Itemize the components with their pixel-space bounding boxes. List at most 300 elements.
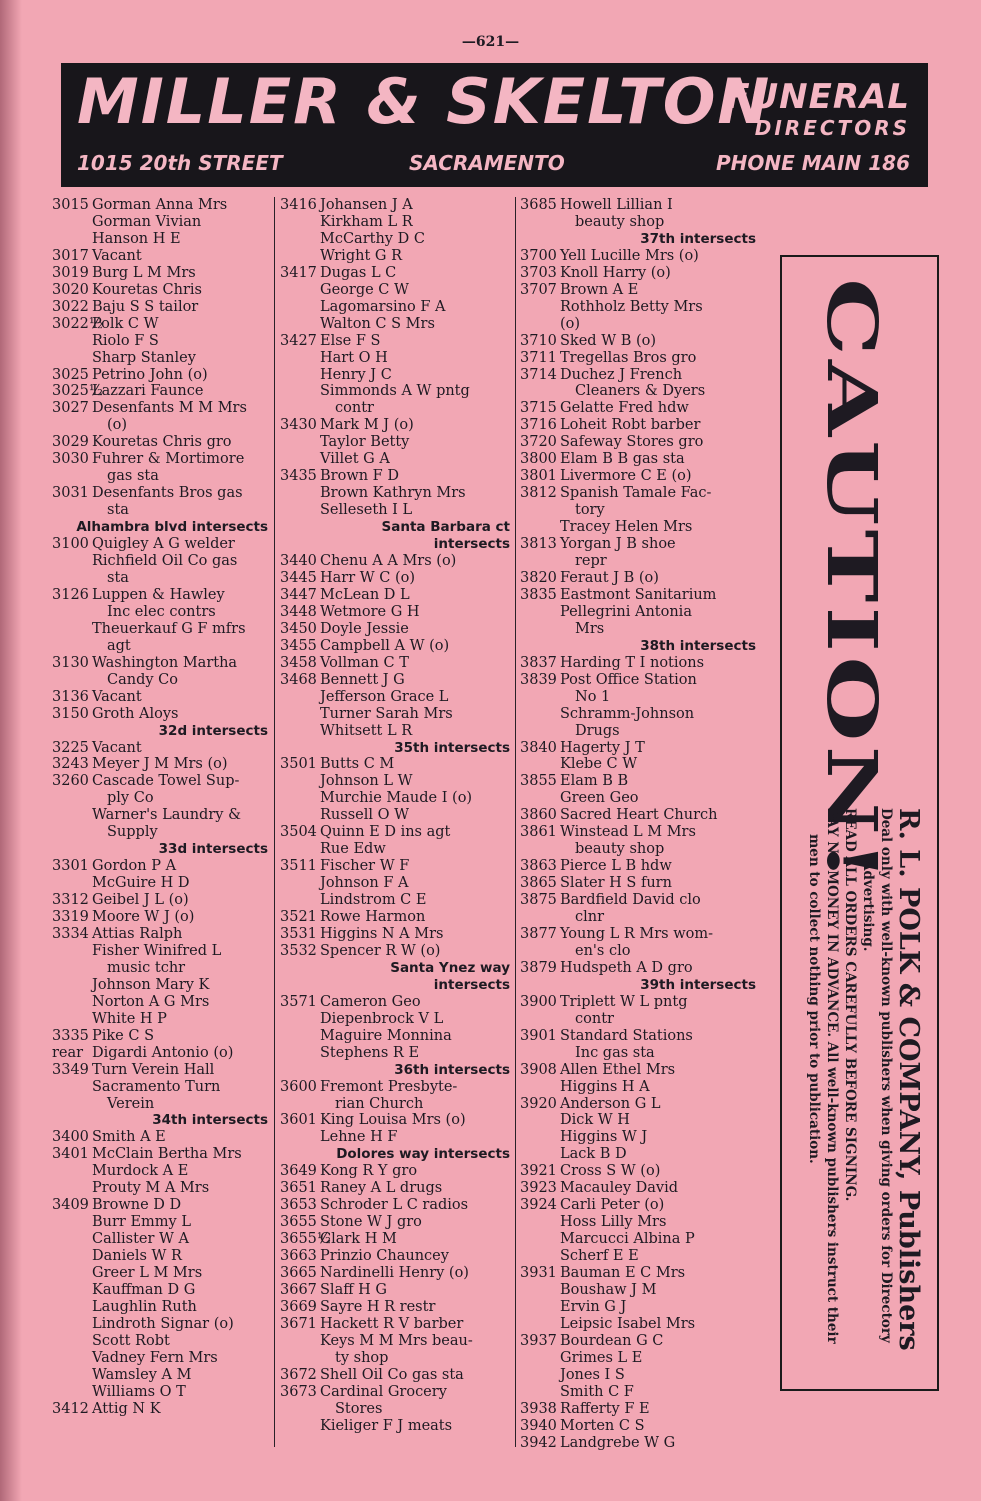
resident-name: Williams O T (92, 1383, 186, 1400)
directory-entry (280, 299, 512, 316)
directory-entry (520, 824, 758, 841)
street-number: 3900 (520, 993, 557, 1010)
street-number: 3938 (520, 1400, 557, 1417)
directory-entry (280, 1112, 512, 1129)
resident-name: Lack B D (560, 1146, 627, 1163)
directory-entry (280, 468, 512, 485)
resident-name: Sacramento Turn (92, 1078, 221, 1095)
street-number (280, 1350, 320, 1367)
directory-entry (52, 977, 270, 994)
intersection-heading: 38th intersects (640, 637, 756, 654)
directory-entry (280, 875, 512, 892)
directory-column-2 (280, 197, 512, 1435)
directory-entry (280, 706, 512, 723)
caution-line-2: Advertising. (859, 860, 876, 952)
resident-name: Scherf E E (560, 1248, 639, 1265)
street-number (52, 214, 92, 231)
resident-name: Johnson Mary K (92, 976, 210, 993)
directory-entry (520, 1248, 758, 1265)
directory-entry (520, 1265, 758, 1282)
street-number (280, 400, 320, 417)
directory-entry (520, 926, 758, 943)
street-number: 3319 (52, 909, 89, 926)
resident-name: Dugas L C (320, 264, 397, 281)
resident-name: White H P (92, 1010, 167, 1027)
directory-entry (52, 400, 270, 417)
street-number (52, 1163, 92, 1180)
resident-name: Sked W B (o) (560, 332, 657, 349)
resident-name: King Louisa Mrs (o) (320, 1112, 466, 1129)
resident-name: Schramm-Johnson (560, 705, 695, 722)
street-number: 3017 (52, 247, 89, 264)
resident-name: Wright G R (320, 247, 402, 264)
directory-entry (52, 1367, 270, 1384)
street-number (520, 723, 560, 740)
street-number: 3860 (520, 807, 557, 824)
street-number: 3672 (280, 1366, 317, 1383)
resident-name: Pellegrini Antonia (560, 603, 692, 620)
directory-entry (280, 1231, 512, 1248)
resident-name: Vacant (92, 247, 142, 264)
resident-name: Murdock A E (92, 1163, 189, 1180)
resident-name: clnr (575, 909, 605, 926)
intersection-heading: 36th intersects (394, 1061, 510, 1078)
resident-name: McLean D L (320, 586, 410, 603)
directory-entry (52, 807, 270, 824)
directory-entry (280, 553, 512, 570)
street-number: 3019 (52, 264, 89, 281)
street-number (52, 1214, 92, 1231)
directory-entry (52, 434, 270, 451)
resident-name: Inc gas sta (575, 1044, 655, 1061)
directory-entry (52, 1265, 270, 1282)
resident-name: Shell Oil Co gas sta (320, 1366, 464, 1383)
directory-entry (520, 1079, 758, 1096)
street-number (280, 1045, 320, 1062)
street-number: 3412 (52, 1400, 89, 1417)
resident-name: Loheit Robt barber (560, 417, 701, 434)
street-number (280, 689, 320, 706)
street-number: 3409 (52, 1197, 89, 1214)
resident-name: McGuire H D (92, 875, 190, 892)
street-number: 3923 (520, 1180, 557, 1197)
directory-entry (280, 333, 512, 350)
directory-entry (520, 1146, 758, 1163)
street-number (52, 502, 92, 519)
resident-name: Wamsley A M (92, 1366, 192, 1383)
resident-name: Quigley A G welder (92, 536, 235, 553)
resident-name: Smith A E (92, 1129, 166, 1146)
directory-entry (520, 1282, 758, 1299)
column-divider (274, 197, 275, 1447)
resident-name: Laughlin Ruth (92, 1298, 197, 1315)
resident-name: Landgrebe W G (560, 1434, 676, 1451)
street-number (520, 689, 560, 706)
resident-name: Stone W J gro (320, 1214, 422, 1231)
resident-name: Bennett J G (320, 671, 405, 688)
directory-entry (520, 451, 758, 468)
resident-name: Elam B B gas sta (560, 451, 685, 468)
directory-entry (520, 1401, 758, 1418)
directory-entry (520, 960, 758, 977)
resident-name: Sacred Heart Church (560, 807, 718, 824)
street-number: 3673 (280, 1383, 317, 1400)
street-number: 3435 (280, 468, 317, 485)
directory-entry (520, 367, 758, 384)
directory-entry (280, 1214, 512, 1231)
directory-entry (520, 1011, 758, 1028)
directory-entry (280, 451, 512, 468)
resident-name: Hackett R V barber (320, 1315, 464, 1332)
resident-name: music tchr (107, 959, 186, 976)
street-number: 3855 (520, 773, 557, 790)
directory-entry (52, 858, 270, 875)
street-number: 3511 (280, 858, 317, 875)
resident-name: McCarthy D C (320, 230, 425, 247)
street-number (520, 756, 560, 773)
directory-entry (52, 197, 270, 214)
directory-entry (52, 1011, 270, 1028)
street-number (280, 383, 320, 400)
intersection-heading: Dolores way intersects (336, 1146, 510, 1163)
directory-entry (520, 740, 758, 757)
street-number: 3663 (280, 1248, 317, 1265)
street-number (280, 1418, 320, 1435)
resident-name: Else F S (320, 332, 381, 349)
resident-name: Raney A L drugs (320, 1180, 443, 1197)
street-number (520, 1146, 560, 1163)
street-number: 3458 (280, 654, 317, 671)
street-number (52, 468, 92, 485)
directory-entry (520, 214, 758, 231)
resident-name: Polk C W (92, 315, 159, 332)
directory-entry (52, 383, 270, 400)
resident-name: Kieliger F J meats (320, 1417, 453, 1434)
directory-entry (52, 248, 270, 265)
street-number (520, 316, 560, 333)
resident-name: Clark H M (320, 1231, 397, 1248)
resident-name: Attig N K (92, 1400, 161, 1417)
resident-name: Cleaners & Dyers (575, 383, 706, 400)
directory-entry (280, 926, 512, 943)
directory-entry (520, 400, 758, 417)
column-divider (515, 197, 516, 1447)
directory-entry (52, 1146, 270, 1163)
street-number (52, 1011, 92, 1028)
resident-name: Wetmore G H (320, 603, 420, 620)
intersection-heading: 35th intersects (394, 739, 510, 756)
directory-entry (280, 672, 512, 689)
street-number (280, 367, 320, 384)
directory-entry (280, 994, 512, 1011)
directory-entry (520, 892, 758, 909)
banner-company-name: MILLER & SKELTON (77, 65, 772, 138)
street-number (520, 1045, 560, 1062)
banner-funeral: FUNERAL (726, 77, 910, 117)
street-number (520, 214, 560, 231)
resident-name: Candy Co (107, 671, 178, 688)
resident-name: Knoll Harry (o) (560, 264, 671, 281)
resident-name: Slater H S furn (560, 875, 672, 892)
street-number: 3100 (52, 536, 89, 553)
street-number (520, 841, 560, 858)
directory-entry (520, 994, 758, 1011)
resident-name: Johansen J A (320, 197, 413, 213)
directory-entry (520, 587, 758, 604)
street-number (52, 1265, 92, 1282)
street-number (52, 1248, 92, 1265)
intersection-heading: 33d intersects (158, 841, 268, 858)
resident-name: Jefferson Grace L (320, 688, 449, 705)
resident-name: Higgins H A (560, 1078, 650, 1095)
directory-entry (280, 1367, 512, 1384)
street-number: 3504 (280, 824, 317, 841)
directory-entry (520, 502, 758, 519)
street-number: 3669 (280, 1298, 317, 1315)
street-number: 3417 (280, 264, 317, 281)
resident-name: Gorman Vivian (92, 213, 202, 230)
directory-entry (280, 434, 512, 451)
resident-name: Henry J C (320, 366, 392, 383)
directory-entry (280, 892, 512, 909)
directory-entry (280, 621, 512, 638)
directory-entry (520, 1214, 758, 1231)
resident-name: Spanish Tamale Fac- (560, 485, 712, 502)
street-number: 3243 (52, 756, 89, 773)
street-number (280, 1096, 320, 1113)
resident-name: sta (107, 502, 129, 519)
resident-name: Standard Stations (560, 1027, 693, 1044)
street-number: 3030 (52, 451, 89, 468)
directory-entry (280, 1316, 512, 1333)
resident-name: contr (335, 400, 374, 417)
street-number: 3840 (520, 739, 557, 756)
resident-name: Kouretas Chris gro (92, 434, 232, 451)
resident-name: Verein (107, 1095, 155, 1112)
street-number: 3863 (520, 858, 557, 875)
resident-name: Nardinelli Henry (o) (320, 1265, 469, 1282)
street-number: 3427 (280, 332, 317, 349)
directory-entry (520, 417, 758, 434)
street-number: 3031 (52, 485, 89, 502)
page-number: —621— (461, 34, 520, 50)
street-number (52, 1299, 92, 1316)
directory-entry (280, 1299, 512, 1316)
street-number (280, 875, 320, 892)
resident-name: Scott Robt (92, 1332, 170, 1349)
directory-entry (52, 1197, 270, 1214)
street-number: 3455 (280, 637, 317, 654)
resident-name: Higgins W J (560, 1129, 648, 1146)
street-number: 3707 (520, 281, 557, 298)
resident-name: Ervin G J (560, 1298, 627, 1315)
directory-entry (280, 756, 512, 773)
resident-name: Maguire Monnina (320, 1027, 452, 1044)
resident-name: Callister W A (92, 1231, 190, 1248)
street-number: 3020 (52, 281, 89, 298)
resident-name: Macauley David (560, 1180, 678, 1197)
directory-entry (280, 909, 512, 926)
directory-entry (280, 790, 512, 807)
directory-entry (520, 943, 758, 960)
directory-entry (52, 350, 270, 367)
street-number (280, 841, 320, 858)
resident-name: Brown Kathryn Mrs (320, 485, 466, 502)
directory-entry (520, 265, 758, 282)
resident-name: Johnson F A (320, 875, 409, 892)
directory-entry (52, 587, 270, 604)
street-number (520, 1129, 560, 1146)
resident-name: Butts C M (320, 756, 395, 773)
street-number (280, 723, 320, 740)
resident-name: Winstead L M Mrs (560, 824, 696, 841)
resident-name: Safeway Stores gro (560, 434, 704, 451)
resident-name: McClain Bertha Mrs (92, 1146, 242, 1163)
street-number: 3901 (520, 1027, 557, 1044)
directory-entry (280, 807, 512, 824)
street-number (280, 1333, 320, 1350)
directory-entry (52, 1045, 270, 1062)
street-number (52, 1333, 92, 1350)
directory-entry (280, 1096, 512, 1113)
street-number: 3940 (520, 1417, 557, 1434)
resident-name: Klebe C W (560, 756, 638, 773)
street-number: 3865 (520, 875, 557, 892)
street-number (280, 502, 320, 519)
directory-entry (52, 1214, 270, 1231)
resident-name: Young L R Mrs wom- (560, 925, 713, 942)
street-number (280, 214, 320, 231)
resident-name: repr (575, 553, 607, 570)
street-number: 3812 (520, 485, 557, 502)
street-number: 3015 (52, 197, 89, 213)
street-number (520, 604, 560, 621)
street-number: 3468 (280, 671, 317, 688)
resident-name: George C W (320, 281, 409, 298)
directory-entry (520, 570, 758, 587)
resident-name: Walton C S Mrs (320, 315, 435, 332)
directory-entry (280, 383, 512, 400)
street-number: 3601 (280, 1112, 317, 1129)
directory-entry (520, 1435, 758, 1452)
directory-entry (280, 350, 512, 367)
street-number: 3029 (52, 434, 89, 451)
resident-name: Theuerkauf G F mfrs (92, 620, 246, 637)
street-number: 3920 (520, 1095, 557, 1112)
street-number: 3820 (520, 569, 557, 586)
resident-name: Murchie Maude I (o) (320, 790, 473, 807)
street-number: 3861 (520, 824, 557, 841)
directory-entry (52, 1282, 270, 1299)
resident-name: rian Church (335, 1095, 424, 1112)
street-number: 3703 (520, 264, 557, 281)
street-number: 3521 (280, 909, 317, 926)
resident-name: Triplett W L pntg (560, 993, 688, 1010)
directory-entry (280, 1350, 512, 1367)
street-number: 3025 (52, 366, 89, 383)
directory-entry (52, 1333, 270, 1350)
directory-entry (280, 1197, 512, 1214)
intersection-heading: Alhambra blvd intersects (76, 519, 268, 536)
directory-entry (280, 1418, 512, 1435)
directory-entry (52, 214, 270, 231)
street-number: 3942 (520, 1434, 557, 1451)
directory-entry (52, 1129, 270, 1146)
street-number: 3875 (520, 892, 557, 909)
resident-name: Desenfants Bros gas (92, 485, 243, 502)
advertisement-banner (61, 63, 928, 187)
resident-name: Cascade Towel Sup- (92, 773, 240, 790)
resident-name: Dick W H (560, 1112, 630, 1129)
directory-entry (280, 367, 512, 384)
resident-name: Green Geo (560, 790, 639, 807)
street-number (280, 892, 320, 909)
intersection-heading: intersects (433, 976, 510, 993)
directory-entry (52, 994, 270, 1011)
directory-entry (52, 604, 270, 621)
street-number: 3430 (280, 417, 317, 434)
directory-entry (52, 756, 270, 773)
street-number: 3448 (280, 603, 317, 620)
street-number: 3715 (520, 400, 557, 417)
resident-name: Tregellas Bros gro (560, 349, 697, 366)
resident-name: Gelatte Fred hdw (560, 400, 689, 417)
street-number: 3800 (520, 451, 557, 468)
street-number (520, 1316, 560, 1333)
resident-name: Hagerty J T (560, 739, 645, 756)
resident-name: Sharp Stanley (92, 349, 196, 366)
street-number: 3667 (280, 1282, 317, 1298)
directory-entry (280, 773, 512, 790)
resident-name: Bauman E C Mrs (560, 1265, 686, 1282)
street-number (52, 824, 92, 841)
street-number: 3600 (280, 1078, 317, 1095)
street-number: 3877 (520, 925, 557, 942)
resident-name: Rothholz Betty Mrs (560, 298, 703, 315)
resident-name: Villet G A (320, 451, 390, 468)
directory-entry (52, 740, 270, 757)
directory-entry (280, 1011, 512, 1028)
resident-name: Smith C F (560, 1383, 634, 1400)
street-number: 3301 (52, 858, 89, 875)
street-number: 3835 (520, 586, 557, 603)
resident-name: Russell O W (320, 807, 410, 824)
directory-entry (52, 231, 270, 248)
directory-entry (280, 1401, 512, 1418)
resident-name: Pike C S (92, 1027, 155, 1044)
resident-name: Slaff H G (320, 1282, 387, 1298)
directory-entry (280, 197, 512, 214)
resident-name: Gordon P A (92, 858, 177, 875)
resident-name: Morten C S (560, 1417, 645, 1434)
directory-entry (280, 1028, 512, 1045)
resident-name: Hoss Lilly Mrs (560, 1214, 667, 1231)
directory-entry (52, 1163, 270, 1180)
resident-name: Whitsett L R (320, 722, 413, 739)
directory-entry (520, 536, 758, 553)
directory-entry (52, 299, 270, 316)
street-number: 3531 (280, 925, 317, 942)
street-number: 3335 (52, 1027, 89, 1044)
intersection-heading: 37th intersects (640, 230, 756, 247)
street-number: 3401 (52, 1146, 89, 1163)
street-number (280, 807, 320, 824)
directory-entry (520, 350, 758, 367)
street-number: 3924 (520, 1197, 557, 1214)
directory-entry (52, 282, 270, 299)
street-number (52, 553, 92, 570)
resident-name: Inc elec contrs (107, 603, 216, 620)
